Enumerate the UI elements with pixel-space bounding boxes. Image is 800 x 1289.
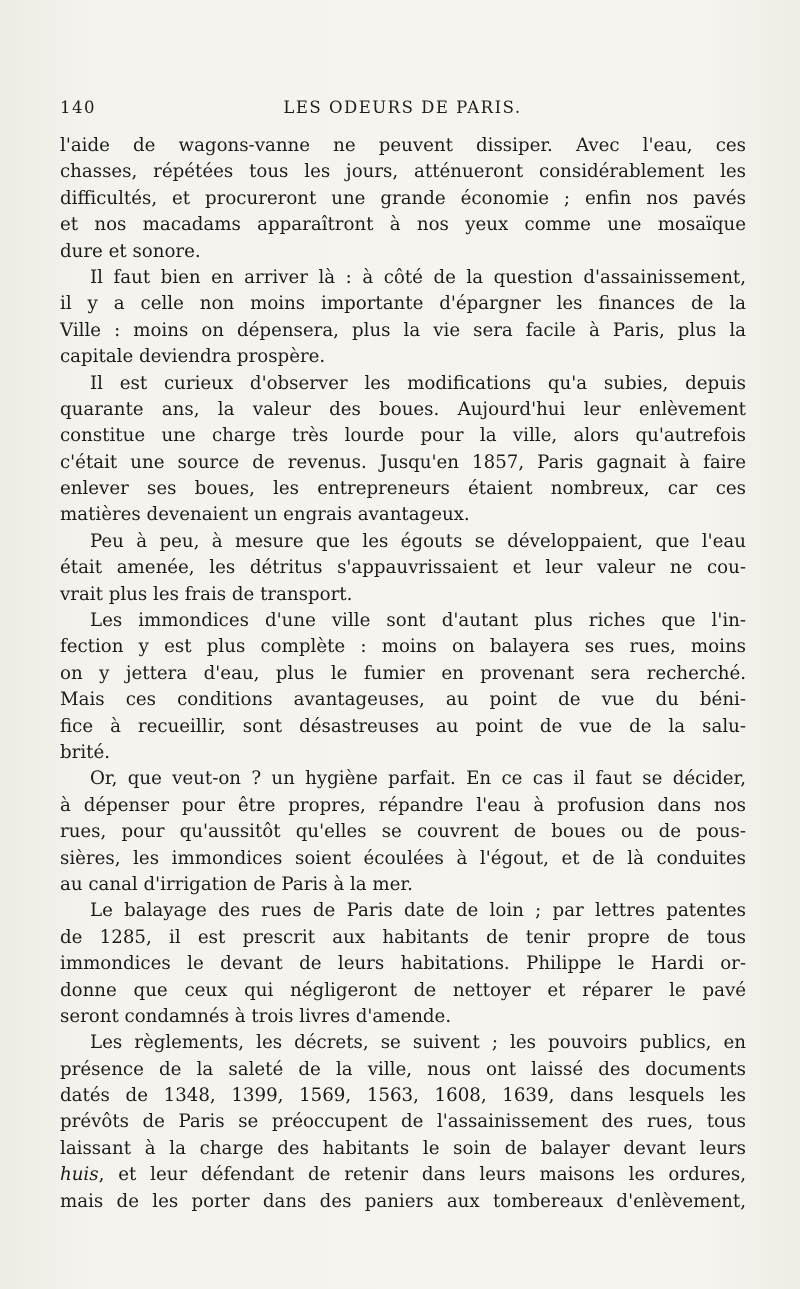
paragraph: [60, 1030, 746, 1215]
text-line: présence de la saleté de la ville, nous ont laissé des documents: [60, 1058, 746, 1080]
text-line: de 1285, il est prescrit aux habitants de tenir propre de tous: [60, 926, 746, 948]
paragraph: [60, 766, 746, 898]
text-line: fice à recueillir, sont désastreuses au point de vue de la salu-: [60, 715, 746, 737]
text-line: Or, que veut-on ? un hygiène parfait. En ce cas il faut se décider,: [90, 768, 746, 790]
text-line: sières, les immondices soient écoulées à l'égout, et de là conduites: [60, 847, 746, 869]
text-line: l'aide de wagons-vanne ne peuvent dissiper. Avec l'eau, ces: [60, 135, 746, 156]
text-line: il y a celle non moins importante d'épargner les finances de la: [60, 293, 746, 315]
text-line: Il faut bien en arriver là : à côté de la question d'assainissement,: [90, 266, 746, 288]
text-line: prévôts de Paris se préoccupent de l'assainissement des rues, tous: [60, 1111, 746, 1133]
text-line: Il est curieux d'observer les modifications qu'a subies, depuis: [90, 372, 746, 394]
paragraph: [60, 608, 746, 766]
text-line: Mais ces conditions avantageuses, au point de vue du béni-: [60, 689, 746, 711]
running-title: LES ODEURS DE PARIS.: [283, 98, 522, 117]
text-line: constitue une charge très lourde pour la ville, alors qu'autrefois: [60, 425, 746, 447]
text-line: laissant à la charge des habitants le soin de balayer devant leurs: [60, 1137, 746, 1159]
text-line: Peu à peu, à mesure que les égouts se développaient, que l'eau: [90, 530, 746, 552]
text-line: fection y est plus complète : moins on balayera ses rues, moins: [60, 636, 746, 658]
text-line: immondices le devant de leurs habitations. Philippe le Hardi or-: [60, 953, 746, 975]
text-line: était amenée, les détritus s'appauvrissaient et leur valeur ne cou-: [60, 557, 746, 579]
text-line: rues, pour qu'aussitôt qu'elles se couvrent de boues ou de pous-: [60, 821, 746, 843]
text-line: matières devenaient un engrais avantageux.: [60, 504, 470, 526]
text-line: brité.: [60, 741, 111, 763]
text-line: mais de les porter dans des paniers aux tombereaux d'enlèvement,: [60, 1190, 746, 1212]
text-line: difficultés, et procureront une grande économie ; enfin nos pavés: [60, 187, 746, 209]
page-header: [60, 98, 745, 124]
text-line: huis, et leur défendant de retenir dans leurs maisons les ordures,: [60, 1164, 746, 1186]
text-line: capitale deviendra prospère.: [60, 346, 326, 368]
text-line: datés de 1348, 1399, 1569, 1563, 1608, 1639, dans lesquels les: [60, 1085, 746, 1107]
text-line: Le balayage des rues de Paris date de loin ; par lettres patentes: [90, 900, 746, 922]
text-line: c'était une source de revenus. Jusqu'en 1857, Paris gagnait à faire: [60, 451, 746, 473]
text-line: Ville : moins on dépensera, plus la vie sera facile à Paris, plus la: [60, 319, 746, 341]
text-line: vrait plus les frais de transport.: [60, 583, 353, 605]
text-line: enlever ses boues, les entrepreneurs étaient nombreux, car ces: [60, 478, 746, 500]
paragraph: [60, 529, 746, 608]
text-line: Les règlements, les décrets, se suivent ; les pouvoirs publics, en: [90, 1032, 746, 1054]
body-text: [60, 133, 746, 1215]
text-line: dure et sonore.: [60, 240, 201, 262]
paragraph: [60, 265, 746, 371]
text-line: seront condamnés à trois livres d'amende.: [60, 1005, 452, 1027]
text-line: on y jettera d'eau, plus le fumier en provenant sera recherché.: [60, 662, 746, 684]
text-line: au canal d'irrigation de Paris à la mer.: [60, 873, 413, 895]
paragraph: [60, 371, 746, 529]
text-line: chasses, répétées tous les jours, atténueront considérablement les: [60, 161, 746, 183]
page-number: 140: [60, 98, 96, 117]
paragraph: [60, 898, 746, 1030]
text-line: Les immondices d'une ville sont d'autant plus riches que l'in-: [90, 610, 746, 632]
text-line: donne que ceux qui négligeront de nettoyer et réparer le pavé: [60, 979, 746, 1001]
text-line: et nos macadams apparaîtront à nos yeux comme une mosaïque: [60, 214, 746, 236]
text-line: quarante ans, la valeur des boues. Aujourd'hui leur enlèvement: [60, 398, 746, 420]
paragraph: [60, 133, 746, 265]
text-line: à dépenser pour être propres, répandre l'eau à profusion dans nos: [60, 794, 746, 816]
